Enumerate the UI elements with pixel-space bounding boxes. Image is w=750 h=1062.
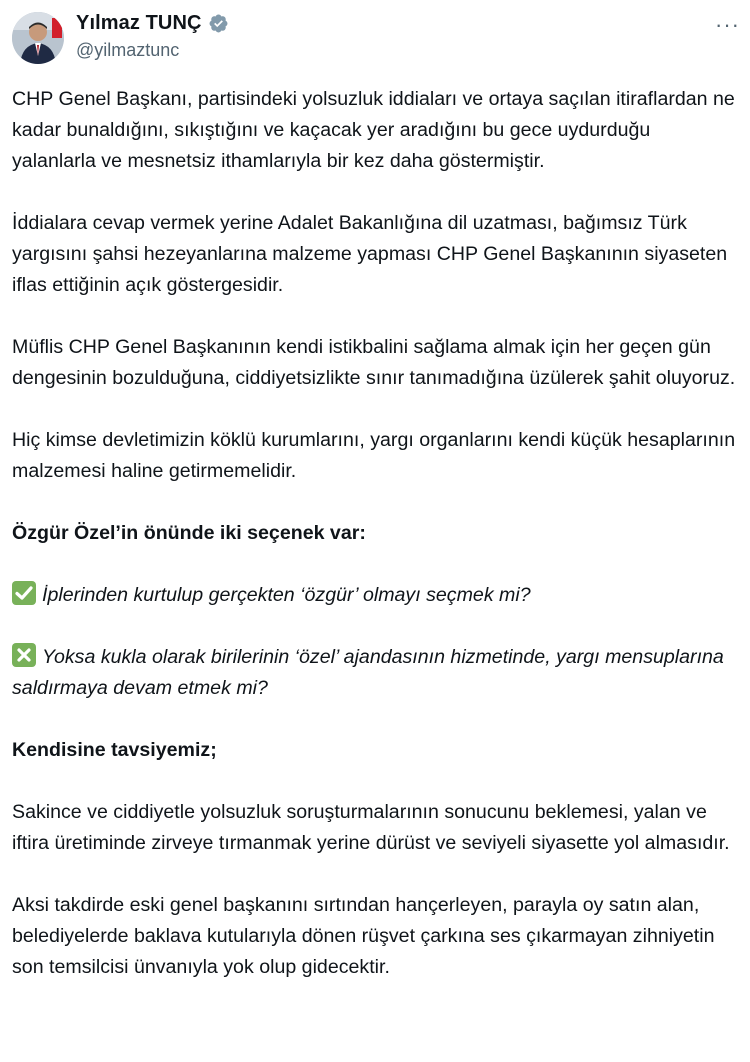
- author-handle[interactable]: @yilmaztunc: [76, 40, 180, 60]
- author-display-name[interactable]: Yılmaz TUNÇ: [76, 12, 202, 34]
- tweet-paragraph-1: CHP Genel Başkanı, partisindeki yolsuzluk iddiaları ve ortaya saçılan itiraflardan ne kadar bunaldığını, sıkıştığını ve kaçacak yer aradığını bu gece uydurduğu yalanlarla ve mesnetsiz ithamlarıyla bir kez daha göstermiştir.: [12, 88, 735, 172]
- cross-mark-icon: [12, 643, 36, 667]
- verified-badge-icon: [208, 13, 229, 34]
- tweet-text: [12, 84, 738, 1014]
- tweet-paragraph-5: Özgür Özel’in önünde iki seçenek var:: [12, 522, 366, 544]
- tweet-paragraph-8: Kendisine tavsiyemiz;: [12, 739, 217, 761]
- tweet-option-1-text: İplerinden kurtulup gerçekten ‘özgür’ olmayı seçmek mi?: [42, 584, 531, 606]
- tweet-paragraph-10: Aksi takdirde eski genel başkanını sırtından hançerleyen, parayla oy satın alan, belediyelerde baklava kutularıyla dönen rüşvet çarkına ses çıkarmayan zihniyetin son temsilcisi ünvanıyla yok olup gidecektir.: [12, 894, 715, 978]
- author-name-row: [76, 12, 229, 35]
- tweet-paragraph-3: Müflis CHP Genel Başkanının kendi istikbalini sağlama almak için her geçen gün dengesinin bozulduğuna, ciddiyetsizlikte sınır tanımadığına üzülerek şahit oluyoruz.: [12, 336, 736, 389]
- tweet-header: [0, 0, 750, 80]
- more-options-icon[interactable]: ···: [715, 12, 740, 37]
- tweet-option-1: [12, 580, 738, 611]
- white-check-mark-icon: [12, 581, 36, 605]
- tweet-option-2: [12, 642, 738, 704]
- avatar[interactable]: [12, 12, 64, 64]
- tweet-paragraph-2: İddialara cevap vermek yerine Adalet Bakanlığına dil uzatması, bağımsız Türk yargısını şahsi hezeyanlarına malzeme yapması CHP Genel Başkanının siyaseten iflas ettiğinin açık göstergesidir.: [12, 212, 728, 296]
- tweet-option-2-text: Yoksa kukla olarak birilerinin ‘özel’ ajandasının hizmetinde, yargı mensuplarına saldırmaya devam etmek mi?: [12, 646, 724, 699]
- tweet-paragraph-9: Sakince ve ciddiyetle yolsuzluk soruşturmalarının sonucunu beklemesi, yalan ve iftira üretiminde zirveye tırmanmak yerine dürüst ve seviyeli siyasette yol almasıdır.: [12, 801, 730, 854]
- avatar-portrait-icon: [12, 12, 64, 64]
- tweet-paragraph-4: Hiç kimse devletimizin köklü kurumlarını, yargı organlarını kendi küçük hesaplarının malzemesi haline getirmemelidir.: [12, 429, 736, 482]
